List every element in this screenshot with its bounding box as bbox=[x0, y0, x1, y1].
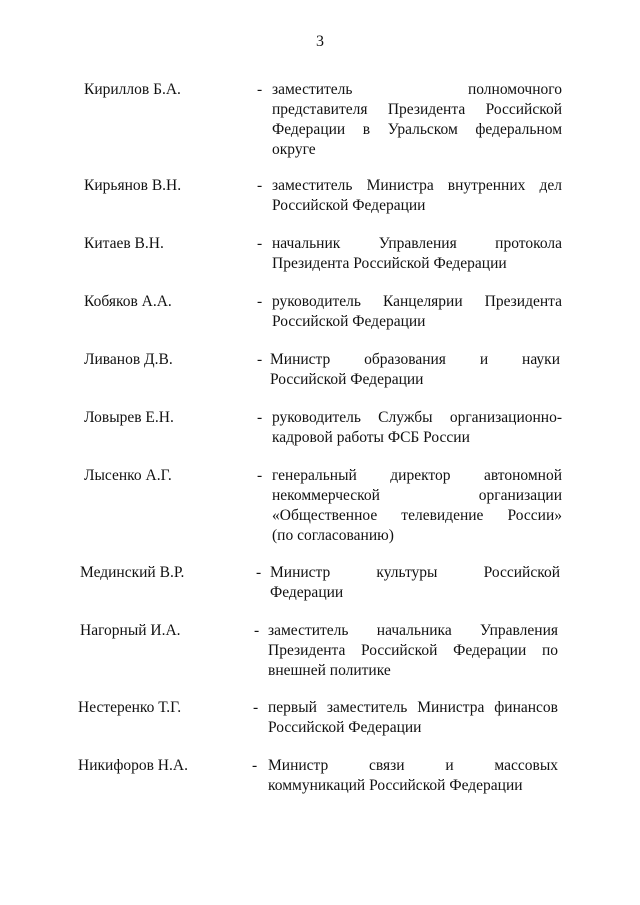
person-name: Нагорный И.А. bbox=[80, 622, 181, 639]
position-description bbox=[270, 563, 560, 603]
position-description bbox=[268, 621, 558, 681]
person-name: Кириллов Б.А. bbox=[84, 81, 181, 98]
dash-separator: - bbox=[253, 699, 259, 716]
position-description bbox=[272, 234, 562, 274]
description-line: заместитель начальника Управления bbox=[268, 622, 558, 639]
position-description bbox=[272, 176, 562, 216]
description-line: «Общественное телевидение России» bbox=[272, 507, 562, 524]
description-line: руководитель Службы организационно- bbox=[272, 409, 562, 426]
description-line: Министр культуры Российской bbox=[270, 564, 560, 581]
dash-separator: - bbox=[257, 351, 263, 368]
description-line: округе bbox=[272, 141, 316, 158]
dash-separator: - bbox=[257, 409, 263, 426]
position-description bbox=[268, 756, 558, 796]
page-number: 3 bbox=[316, 33, 324, 50]
position-description bbox=[272, 466, 562, 546]
person-name: Мединский В.Р. bbox=[80, 564, 185, 581]
description-line: начальник Управления протокола bbox=[272, 235, 562, 252]
person-name: Кобяков А.А. bbox=[84, 293, 172, 310]
dash-separator: - bbox=[257, 467, 263, 484]
dash-separator: - bbox=[257, 177, 263, 194]
description-line: заместитель Министра внутренних дел bbox=[272, 177, 562, 194]
description-line: внешней политике bbox=[268, 662, 391, 679]
dash-separator: - bbox=[257, 293, 263, 310]
person-name: Лысенко А.Г. bbox=[84, 467, 172, 484]
description-line: представителя Президента Российской bbox=[272, 101, 562, 118]
person-name: Кирьянов В.Н. bbox=[84, 177, 182, 194]
description-line: коммуникаций Российской Федерации bbox=[268, 777, 523, 794]
description-line: Российской Федерации bbox=[272, 313, 426, 330]
description-line: руководитель Канцелярии Президента bbox=[272, 293, 562, 310]
description-line: Федерации bbox=[270, 584, 344, 601]
description-line: Российской Федерации bbox=[272, 197, 426, 214]
description-line: Министр образования и науки bbox=[270, 351, 560, 368]
description-line: Президента Российской Федерации по bbox=[268, 642, 558, 659]
dash-separator: - bbox=[257, 235, 263, 252]
description-line: некоммерческой организации bbox=[272, 487, 562, 504]
description-line: заместитель полномочного bbox=[272, 81, 562, 98]
dash-separator: - bbox=[254, 622, 260, 639]
position-description bbox=[272, 292, 562, 332]
dash-separator: - bbox=[256, 564, 262, 581]
dash-separator: - bbox=[257, 81, 263, 98]
description-line: генеральный директор автономной bbox=[272, 467, 562, 484]
person-name: Никифоров Н.А. bbox=[78, 757, 188, 774]
description-line: Федерации в Уральском федеральном bbox=[272, 121, 562, 138]
dash-separator: - bbox=[252, 757, 258, 774]
description-line: Министр связи и массовых bbox=[268, 757, 558, 774]
description-line: Российской Федерации bbox=[270, 371, 424, 388]
description-line: Президента Российской Федерации bbox=[272, 255, 507, 272]
position-description bbox=[270, 350, 560, 390]
person-name: Ливанов Д.В. bbox=[84, 351, 173, 368]
position-description bbox=[272, 80, 562, 160]
position-description bbox=[268, 698, 558, 738]
person-name: Нестеренко Т.Г. bbox=[78, 699, 182, 716]
person-name: Ловырев Е.Н. bbox=[84, 409, 174, 426]
description-line: (по согласованию) bbox=[272, 527, 394, 544]
description-line: первый заместитель Министра финансов bbox=[268, 699, 558, 716]
description-line: кадровой работы ФСБ России bbox=[272, 429, 470, 446]
position-description bbox=[272, 408, 562, 448]
description-line: Российской Федерации bbox=[268, 719, 422, 736]
person-name: Китаев В.Н. bbox=[84, 235, 164, 252]
